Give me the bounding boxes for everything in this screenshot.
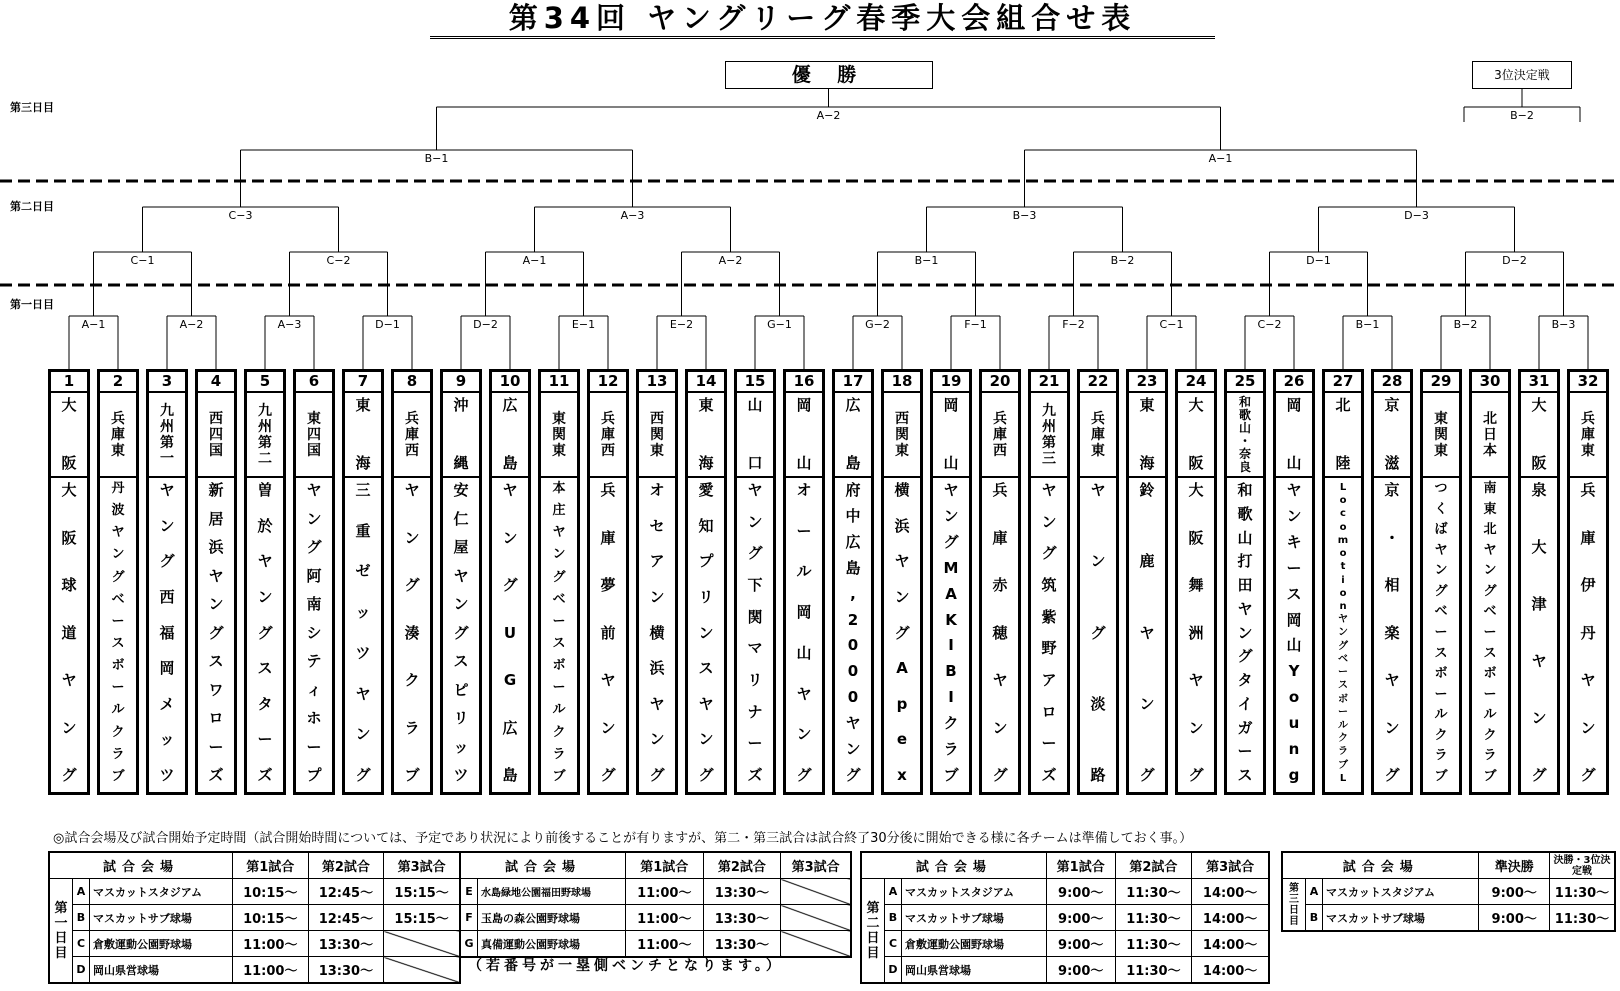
round2-match-label: A−1 — [522, 254, 547, 267]
game2-time: 13:30〜 — [308, 957, 384, 984]
game2-time: 13:30〜 — [703, 879, 781, 905]
team-region: 東 海 — [345, 393, 381, 478]
team-region: 沖 縄 — [443, 393, 479, 478]
team-region: 和 歌 山 ・ 奈 良 — [1227, 393, 1263, 478]
game1-time: 9:00〜 — [1046, 879, 1115, 905]
team-number: 17 — [835, 372, 871, 393]
round1-match-label: B−2 — [1453, 318, 1478, 331]
team-number: 9 — [443, 372, 479, 393]
team-region: 九 州 第 一 — [149, 393, 185, 478]
team-column — [685, 369, 727, 795]
team-region: 岡 山 — [786, 393, 822, 478]
team-number: 1 — [51, 372, 87, 393]
semifinal-match-label: A−1 — [1208, 152, 1233, 165]
team-number: 28 — [1374, 372, 1410, 393]
venue-letter: B — [73, 905, 90, 931]
team-name: 和 歌 山 打 田 ヤ ン グ タ イ ガ ー ス — [1237, 481, 1253, 784]
quarterfinal-match-label: C−3 — [228, 209, 253, 222]
header-venue: 試合会場 — [49, 852, 232, 879]
team-column — [146, 369, 188, 795]
team-name: つ く ば ヤ ン グ ベ ー ス ボ ー ル ク ラ ブ — [1434, 481, 1448, 784]
team-name: 本 庄 ヤ ン グ ベ ー ス ボ ー ル ク ラ ブ — [552, 481, 566, 784]
venue-name: 真備運動公園野球場 — [478, 931, 626, 958]
team-number: 15 — [737, 372, 773, 393]
team-column — [832, 369, 874, 795]
day3-vertical-label: 第 三 日 目 — [1282, 879, 1306, 932]
third-place-match-label: B−2 — [1510, 109, 1534, 122]
header-game2: 第2試合 — [1115, 852, 1192, 879]
game1-time: 9:00〜 — [1046, 957, 1115, 984]
round2-match-label: D−2 — [1502, 254, 1527, 267]
team-name: ヤ ン グ 淡 路 — [1090, 481, 1106, 784]
team-column — [1322, 369, 1364, 795]
team-name: 兵 庫 夢 前 ヤ ン グ — [600, 481, 616, 784]
team-column — [97, 369, 139, 795]
round1-match-label: B−1 — [1355, 318, 1380, 331]
venue-letter: D — [885, 957, 902, 984]
team-number: 2 — [100, 372, 136, 393]
team-name: ヤ ン グ M A K I B I ク ラ ブ — [943, 481, 959, 784]
team-column — [489, 369, 531, 795]
venue-name: マスカットサブ球場 — [90, 905, 233, 931]
team-column — [1273, 369, 1315, 795]
round1-match-label: A−2 — [179, 318, 204, 331]
no-game-cell — [781, 905, 851, 931]
team-column — [1420, 369, 1462, 795]
team-name: 兵 庫 赤 穂 ヤ ン グ — [992, 481, 1008, 784]
bench-note: （若番号が一塁側ベンチとなります。） — [468, 958, 784, 974]
team-region: 岡 山 — [933, 393, 969, 478]
round1-match-label: C−1 — [1159, 318, 1184, 331]
day2-vertical-label: 第 二 日 目 — [861, 879, 885, 984]
team-column — [636, 369, 678, 795]
round1-match-label: E−1 — [571, 318, 596, 331]
team-number: 20 — [982, 372, 1018, 393]
team-name: 安 仁 屋 ヤ ン グ ス ピ リ ッ ツ — [453, 481, 469, 784]
venue-name: 水島緑地公園福田野球場 — [478, 879, 626, 905]
semifinal-match-label: B−1 — [424, 152, 449, 165]
day2-label: 第二日目 — [10, 200, 54, 213]
team-name: ヤ ン グ 湊 ク ラ ブ — [404, 481, 420, 784]
game1-time: 11:00〜 — [232, 957, 308, 984]
game1-time: 10:15〜 — [232, 905, 308, 931]
game2-time: 13:30〜 — [703, 905, 781, 931]
header-game1: 第1試合 — [232, 852, 308, 879]
game3-time: 14:00〜 — [1192, 931, 1269, 957]
team-number: 6 — [296, 372, 332, 393]
team-name: 愛 知 プ リ ン ス ヤ ン グ — [698, 481, 714, 784]
game2-time: 13:30〜 — [308, 931, 384, 957]
team-region: 西 関 東 — [639, 393, 675, 478]
round2-match-label: C−1 — [130, 254, 155, 267]
team-number: 27 — [1325, 372, 1361, 393]
venue-name: マスカットスタジアム — [1323, 879, 1479, 905]
team-region: 兵 庫 東 — [1570, 393, 1606, 478]
venue-name: マスカットスタジアム — [902, 879, 1047, 905]
team-region: 大 阪 — [1178, 393, 1214, 478]
team-column — [440, 369, 482, 795]
team-number: 7 — [345, 372, 381, 393]
quarterfinal-match-label: A−3 — [620, 209, 645, 222]
round1-match-label: A−3 — [277, 318, 302, 331]
team-region: 東 海 — [688, 393, 724, 478]
team-name: 府 中 広 島 , 2 0 0 0 ヤ ン グ — [845, 481, 861, 784]
quarterfinal-match-label: D−3 — [1404, 209, 1429, 222]
team-region: 北 陸 — [1325, 393, 1361, 478]
third-place-box: 3位決定戦 — [1472, 61, 1572, 89]
team-region: 大 阪 — [51, 393, 87, 478]
round1-match-label: C−2 — [1257, 318, 1282, 331]
round2-match-label: D−1 — [1306, 254, 1331, 267]
team-region: 京 滋 — [1374, 393, 1410, 478]
team-column — [1028, 369, 1070, 795]
team-column — [1224, 369, 1266, 795]
team-number: 11 — [541, 372, 577, 393]
day3-label: 第三日目 — [10, 101, 54, 114]
team-name: 南 東 北 ヤ ン グ ベ ー ス ボ ー ル ク ラ ブ — [1483, 481, 1497, 784]
team-region: 兵 庫 西 — [394, 393, 430, 478]
team-region: 九 州 第 二 — [247, 393, 283, 478]
venue-letter: G — [460, 931, 478, 958]
no-game-cell — [384, 931, 460, 957]
team-number: 22 — [1080, 372, 1116, 393]
round2-match-label: C−2 — [326, 254, 351, 267]
tournament-bracket — [0, 0, 1620, 370]
venue-name: 倉敷運動公園野球場 — [902, 931, 1047, 957]
header-venue: 試合会場 — [460, 852, 625, 879]
round2-match-label: A−2 — [718, 254, 743, 267]
team-number: 5 — [247, 372, 283, 393]
team-column — [342, 369, 384, 795]
team-name: 大 阪 球 道 ヤ ン グ — [61, 481, 77, 784]
team-name: 泉 大 津 ヤ ン グ — [1531, 481, 1547, 784]
venue-letter: D — [73, 957, 90, 984]
game2-time: 12:45〜 — [308, 879, 384, 905]
team-region: 兵 庫 東 — [100, 393, 136, 478]
venue-letter: E — [460, 879, 478, 905]
team-column — [979, 369, 1021, 795]
game1-time: 11:00〜 — [232, 931, 308, 957]
team-number: 14 — [688, 372, 724, 393]
venue-letter: A — [73, 879, 90, 905]
team-column — [734, 369, 776, 795]
venue-name: マスカットサブ球場 — [902, 905, 1047, 931]
header-semifinal: 準決勝 — [1479, 852, 1550, 879]
game2-time: 11:30〜 — [1115, 879, 1192, 905]
header-game1: 第1試合 — [1046, 852, 1115, 879]
team-region: 岡 山 — [1276, 393, 1312, 478]
round2-match-label: B−1 — [914, 254, 939, 267]
team-number: 19 — [933, 372, 969, 393]
no-game-cell — [781, 931, 851, 958]
round1-match-label: A−1 — [81, 318, 106, 331]
day2-schedule-table — [860, 851, 1270, 984]
team-region: 兵 庫 西 — [590, 393, 626, 478]
team-name: ヤ ン キ ー ス 岡 山 Y o u n g — [1286, 481, 1302, 784]
team-name: 新 居 浜 ヤ ン グ ス ワ ロ ー ズ — [208, 481, 224, 784]
team-region: 兵 庫 東 — [1080, 393, 1116, 478]
team-number: 21 — [1031, 372, 1067, 393]
team-number: 29 — [1423, 372, 1459, 393]
team-column — [1518, 369, 1560, 795]
final-match-label: A−2 — [816, 109, 841, 122]
header-game1: 第1試合 — [625, 852, 703, 879]
game1-time: 11:00〜 — [625, 931, 703, 958]
team-region: 東 海 — [1129, 393, 1165, 478]
game1-time: 11:00〜 — [625, 879, 703, 905]
game1-time: 10:15〜 — [232, 879, 308, 905]
team-column — [881, 369, 923, 795]
round1-match-label: B−3 — [1551, 318, 1576, 331]
round1-match-label: D−2 — [473, 318, 498, 331]
team-number: 23 — [1129, 372, 1165, 393]
team-number: 8 — [394, 372, 430, 393]
team-column — [783, 369, 825, 795]
team-number: 25 — [1227, 372, 1263, 393]
team-number: 12 — [590, 372, 626, 393]
game1-time: 11:00〜 — [625, 905, 703, 931]
venue-letter: C — [73, 931, 90, 957]
quarterfinal-match-label: B−3 — [1012, 209, 1037, 222]
game1-time: 9:00〜 — [1046, 931, 1115, 957]
game3-time: 15:15〜 — [384, 879, 460, 905]
round2-match-label: B−2 — [1110, 254, 1135, 267]
venue-letter: C — [885, 931, 902, 957]
game3-time: 14:00〜 — [1192, 879, 1269, 905]
team-number: 24 — [1178, 372, 1214, 393]
team-number: 13 — [639, 372, 675, 393]
team-region: 東 四 国 — [296, 393, 332, 478]
day1-schedule-table-2 — [459, 851, 852, 958]
game2-time: 11:30〜 — [1115, 905, 1192, 931]
team-region: 九 州 第 三 — [1031, 393, 1067, 478]
round1-match-label: F−1 — [964, 318, 987, 331]
semifinal-time: 9:00〜 — [1479, 905, 1550, 932]
team-name: ヤ ン グ 西 福 岡 メ ッ ツ — [159, 481, 175, 784]
team-name: 大 阪 舞 洲 ヤ ン グ — [1188, 481, 1204, 784]
team-name: オ ー ル 岡 山 ヤ ン グ — [796, 481, 812, 784]
team-name: 京 ・ 相 楽 ヤ ン グ — [1384, 481, 1400, 784]
team-column — [1126, 369, 1168, 795]
venue-name: 倉敷運動公園野球場 — [90, 931, 233, 957]
venue-name: 岡山県営球場 — [90, 957, 233, 984]
header-final: 決勝・3位決定戦 — [1550, 852, 1616, 879]
team-column — [1077, 369, 1119, 795]
final-time: 11:30〜 — [1550, 905, 1616, 932]
game3-time: 14:00〜 — [1192, 905, 1269, 931]
venue-letter: F — [460, 905, 478, 931]
team-name: 横 浜 ヤ ン グ A p e x — [894, 481, 910, 784]
team-number: 26 — [1276, 372, 1312, 393]
game2-time: 13:30〜 — [703, 931, 781, 958]
team-number: 31 — [1521, 372, 1557, 393]
team-name: オ セ ア ン 横 浜 ヤ ン グ — [649, 481, 665, 784]
header-game3: 第3試合 — [781, 852, 851, 879]
team-column — [195, 369, 237, 795]
team-number: 3 — [149, 372, 185, 393]
team-region: 東 関 東 — [1423, 393, 1459, 478]
team-name: 兵 庫 伊 丹 ヤ ン グ — [1580, 481, 1596, 784]
day1-vertical-label: 第 一 日 目 — [49, 879, 73, 984]
team-column — [391, 369, 433, 795]
day1-label: 第一日目 — [10, 298, 54, 311]
venue-letter: B — [1306, 905, 1323, 932]
header-venue: 試合会場 — [861, 852, 1046, 879]
team-column — [293, 369, 335, 795]
round1-match-label: G−2 — [865, 318, 890, 331]
team-name: 鈴 鹿 ヤ ン グ — [1139, 481, 1155, 784]
venue-name: マスカットスタジアム — [90, 879, 233, 905]
team-region: 広 島 — [492, 393, 528, 478]
venue-name: 岡山県営球場 — [902, 957, 1047, 984]
team-region: 北 日 本 — [1472, 393, 1508, 478]
venue-name: マスカットサブ球場 — [1323, 905, 1479, 932]
game2-time: 12:45〜 — [308, 905, 384, 931]
round1-match-label: E−2 — [669, 318, 694, 331]
champion-box: 優 勝 — [725, 61, 933, 89]
page-title: 第34回 ヤングリーグ春季大会組合せ表 — [430, 0, 1215, 39]
day3-schedule-table — [1281, 851, 1616, 932]
venue-letter: B — [885, 905, 902, 931]
header-game3: 第3試合 — [1192, 852, 1269, 879]
team-name: ヤ ン グ 下 関 マ リ ナ ー ズ — [747, 481, 763, 784]
header-game3: 第3試合 — [384, 852, 460, 879]
team-name: 丹 波 ヤ ン グ ベ ー ス ボ ー ル ク ラ ブ — [111, 481, 125, 784]
round1-match-label: G−1 — [767, 318, 792, 331]
team-column — [930, 369, 972, 795]
no-game-cell — [384, 957, 460, 984]
team-region: 大 阪 — [1521, 393, 1557, 478]
team-region: 山 口 — [737, 393, 773, 478]
day1-schedule-table — [48, 851, 461, 984]
schedule-note: ◎試合会場及び試合開始予定時間（試合開始時間については、予定であり状況により前後することが有りますが、第二・第三試合は試合終了30分後に開始できる様に各チームは準備しておく事。） — [53, 831, 1193, 846]
venue-name: 玉島の森公園野球場 — [478, 905, 626, 931]
team-number: 16 — [786, 372, 822, 393]
team-region: 西 関 東 — [884, 393, 920, 478]
round1-match-label: F−2 — [1062, 318, 1085, 331]
game3-time: 14:00〜 — [1192, 957, 1269, 984]
header-game2: 第2試合 — [703, 852, 781, 879]
header-venue: 試合会場 — [1282, 852, 1479, 879]
team-column — [48, 369, 90, 795]
team-name: ヤ ン グ 筑 紫 野 ア ロ ー ズ — [1041, 481, 1057, 784]
venue-letter: A — [1306, 879, 1323, 905]
team-column — [1175, 369, 1217, 795]
team-name: L o c o m o t i o n ヤ ン グ ベ ー ス ボ ー ル ク ラ ブ L — [1337, 482, 1349, 784]
team-name: ヤ ン グ U G 広 島 — [502, 481, 518, 784]
header-game2: 第2試合 — [308, 852, 384, 879]
team-column — [1567, 369, 1609, 795]
team-region: 東 関 東 — [541, 393, 577, 478]
team-column — [244, 369, 286, 795]
semifinal-time: 9:00〜 — [1479, 879, 1550, 905]
team-name: 三 重 ゼ ッ ツ ヤ ン グ — [355, 481, 371, 784]
team-number: 30 — [1472, 372, 1508, 393]
final-time: 11:30〜 — [1550, 879, 1616, 905]
team-column — [587, 369, 629, 795]
round1-match-label: D−1 — [375, 318, 400, 331]
team-region: 西 四 国 — [198, 393, 234, 478]
team-region: 広 島 — [835, 393, 871, 478]
no-game-cell — [781, 879, 851, 905]
team-column — [538, 369, 580, 795]
team-number: 10 — [492, 372, 528, 393]
team-column — [1371, 369, 1413, 795]
game1-time: 9:00〜 — [1046, 905, 1115, 931]
team-number: 18 — [884, 372, 920, 393]
game3-time: 15:15〜 — [384, 905, 460, 931]
team-region: 兵 庫 西 — [982, 393, 1018, 478]
team-name: 曽 於 ヤ ン グ ス タ ー ズ — [257, 481, 273, 784]
game2-time: 11:30〜 — [1115, 957, 1192, 984]
team-column — [1469, 369, 1511, 795]
venue-letter: A — [885, 879, 902, 905]
team-number: 4 — [198, 372, 234, 393]
team-name: ヤ ン グ 阿 南 シ テ ィ ホ ー プ — [306, 481, 322, 784]
game2-time: 11:30〜 — [1115, 931, 1192, 957]
team-number: 32 — [1570, 372, 1606, 393]
